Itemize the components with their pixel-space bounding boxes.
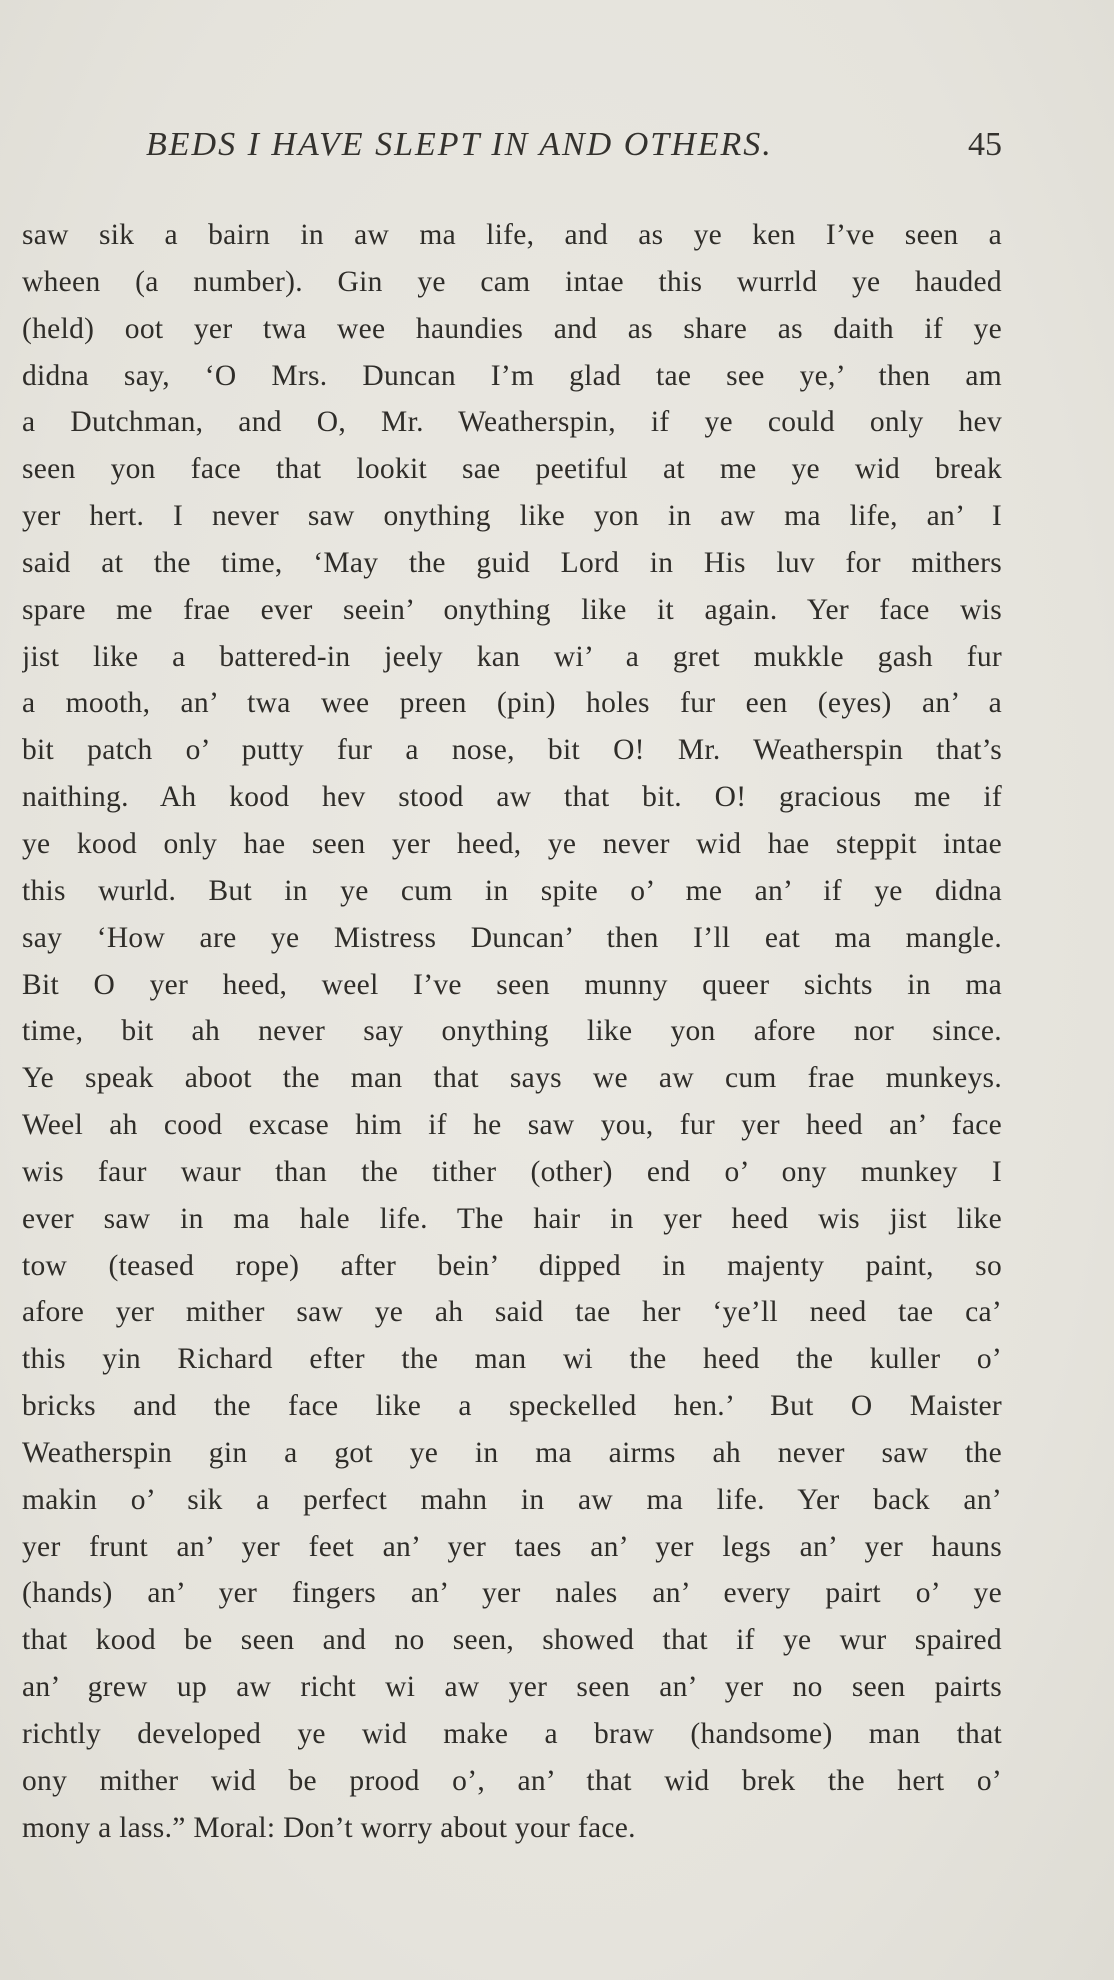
text-line: tow (teased rope) after bein’ dipped in majenty paint, so bbox=[22, 1249, 1002, 1282]
text-line: Ye speak aboot the man that says we aw cum frae munkeys. bbox=[22, 1062, 1002, 1095]
text-line: a Dutchman, and O, Mr. Weatherspin, if ye could only hev bbox=[22, 406, 1002, 439]
page-number: 45 bbox=[968, 126, 1002, 163]
text-line: an’ grew up aw richt wi aw yer seen an’ yer no seen pairts bbox=[22, 1671, 1002, 1704]
text-line: this wurld. But in ye cum in spite o’ me an’ if ye didna bbox=[22, 874, 1002, 907]
text-line: afore yer mither saw ye ah said tae her ‘ye’ll need tae ca’ bbox=[22, 1296, 1002, 1329]
text-line: that kood be seen and no seen, showed that if ye wur spaired bbox=[22, 1624, 1002, 1657]
text-line: yer frunt an’ yer feet an’ yer taes an’ yer legs an’ yer hauns bbox=[22, 1530, 1002, 1563]
text-line: (hands) an’ yer fingers an’ yer nales an’ every pairt o’ ye bbox=[22, 1577, 1002, 1610]
text-line: jist like a battered-in jeely kan wi’ a gret mukkle gash fur bbox=[22, 640, 1002, 673]
body-text bbox=[22, 212, 1002, 1852]
text-line: makin o’ sik a perfect mahn in aw ma life. Yer back an’ bbox=[22, 1483, 1002, 1516]
text-line: (held) oot yer twa wee haundies and as share as daith if ye bbox=[22, 312, 1002, 345]
text-line: seen yon face that lookit sae peetiful at me ye wid break bbox=[22, 453, 1002, 486]
text-line: saw sik a bairn in aw ma life, and as ye ken I’ve seen a bbox=[22, 219, 1002, 251]
text-line: ye kood only hae seen yer heed, ye never wid hae steppit intae bbox=[22, 827, 1002, 860]
text-line: didna say, ‘O Mrs. Duncan I’m glad tae see ye,’ then am bbox=[22, 359, 1002, 392]
text-line: yer hert. I never saw onything like yon in aw ma life, an’ I bbox=[22, 500, 1002, 533]
text-line: richtly developed ye wid make a braw (handsome) man that bbox=[22, 1718, 1002, 1750]
text-line: wis faur waur than the tither (other) end o’ ony munkey I bbox=[22, 1155, 1002, 1188]
text-line: mony a lass.” Moral: Don’t worry about your face. bbox=[22, 1811, 636, 1844]
text-line: Weatherspin gin a got ye in ma airms ah never saw the bbox=[22, 1436, 1002, 1469]
text-line: a mooth, an’ twa wee preen (pin) holes fur een (eyes) an’ a bbox=[22, 687, 1002, 720]
text-line: time, bit ah never say onything like yon afore nor since. bbox=[22, 1015, 1002, 1048]
text-line: wheen (a number). Gin ye cam intae this wurrld ye hauded bbox=[22, 265, 1002, 298]
text-line: Bit O yer heed, weel I’ve seen munny queer sichts in ma bbox=[22, 968, 1002, 1001]
text-line: ony mither wid be prood o’, an’ that wid brek the hert o’ bbox=[22, 1764, 1002, 1797]
text-line: this yin Richard efter the man wi the heed the kuller o’ bbox=[22, 1343, 1002, 1376]
text-line: bricks and the face like a speckelled hen.’ But O Maister bbox=[22, 1390, 1002, 1423]
text-line: naithing. Ah kood hev stood aw that bit. O! gracious me if bbox=[22, 781, 1002, 814]
text-line: Weel ah cood excase him if he saw you, fur yer heed an’ face bbox=[22, 1109, 1002, 1142]
text-line: said at the time, ‘May the guid Lord in His luv for mithers bbox=[22, 546, 1002, 579]
text-line: say ‘How are ye Mistress Duncan’ then I’ll eat ma mangle. bbox=[22, 921, 1002, 954]
running-title: BEDS I HAVE SLEPT IN AND OTHERS. bbox=[146, 126, 773, 163]
running-head bbox=[146, 126, 1002, 166]
text-line: ever saw in ma hale life. The hair in yer heed wis jist like bbox=[22, 1202, 1002, 1235]
text-line: spare me frae ever seein’ onything like it again. Yer face wis bbox=[22, 593, 1002, 626]
text-line: bit patch o’ putty fur a nose, bit O! Mr. Weatherspin that’s bbox=[22, 734, 1002, 767]
